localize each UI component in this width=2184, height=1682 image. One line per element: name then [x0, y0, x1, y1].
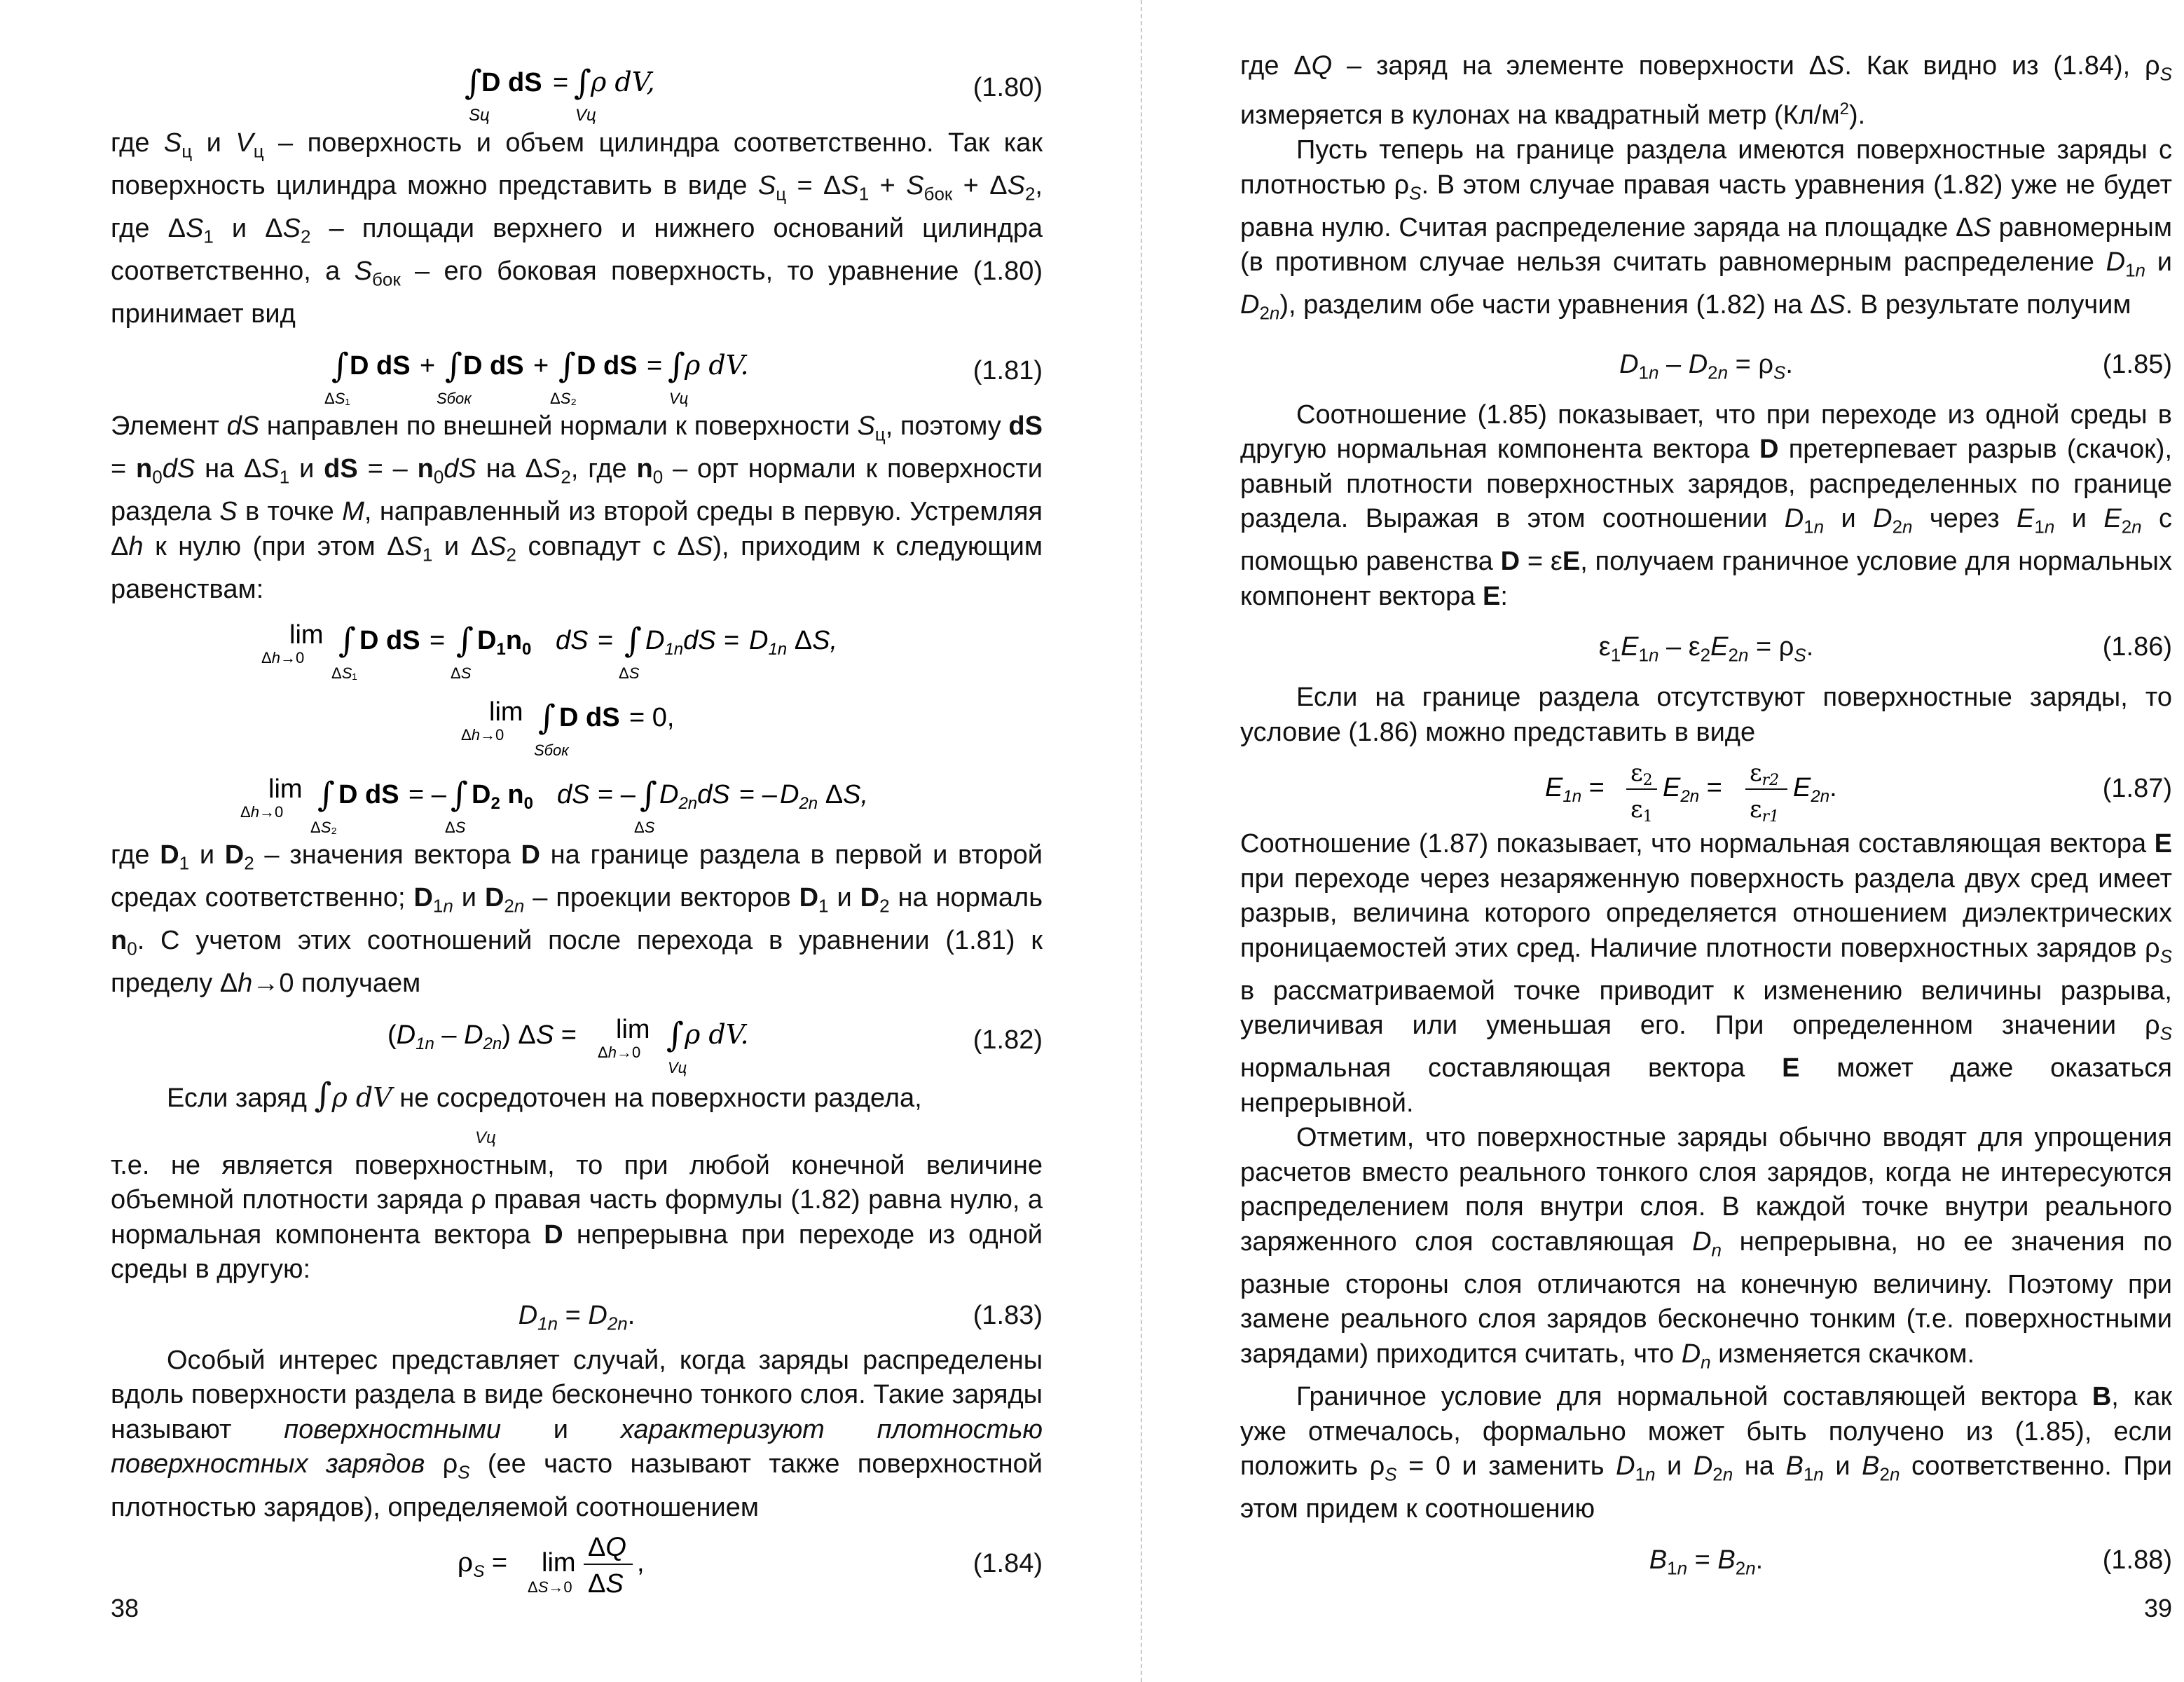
svg-text:=: = — [647, 350, 663, 381]
limit-equation-3-formula — [240, 761, 913, 840]
equation-1-80-number: (1.80) — [973, 73, 1043, 102]
equation-1-80 — [111, 49, 1043, 126]
equation-1-83-formula: $D_{1n} = D_{2n}$. — [518, 1300, 636, 1334]
svg-text:,: , — [637, 1548, 645, 1578]
equation-1-86-number: (1.86) — [2102, 632, 2172, 662]
svg-text:D dS: D dS — [577, 350, 638, 381]
svg-text:∫: ∫ — [538, 698, 556, 738]
svg-text:+: + — [533, 350, 549, 381]
svg-text:=: = — [430, 626, 446, 656]
limit-equation-1 — [111, 607, 1043, 684]
svg-text:∫: ∫ — [558, 346, 577, 385]
right-paragraph-3: Соотношение (1.85) показывает, что при переходе из одной среды в другую нормальная компонента вектора D претерпевает разрыв (скачок), равный плотности поверхностных зарядов, распределенных по границе раздела. Выражая в этом соотношении $D_{1n}$ и $D_{2n}$ через $E_{1n}$ и $E_{2n}$ с помощью равенства D = εE, получаем граничное условие для нормальных компонент вектора E: — [1240, 399, 2173, 611]
svg-text:ε2: ε2 — [1630, 759, 1653, 790]
svg-text:∫: ∫ — [465, 62, 483, 102]
limit-equation-1-formula — [261, 607, 892, 685]
svg-text:ΔS₂: ΔS₂ — [310, 819, 337, 837]
svg-text:∫: ∫ — [331, 346, 350, 385]
svg-text:Sц: Sц — [469, 105, 490, 125]
svg-text:=: = — [724, 626, 740, 656]
inline-subscript-vc: Vц — [475, 1128, 496, 1147]
svg-text:lim: lim — [616, 1014, 650, 1044]
left-paragraph-3: где $D_1$ и $D_2$ – значения вектора D на границе раздела в первой и второй средах соответственно; $D_{1n}$ и $D_{2n}$ – проекции векторов $D_1$ и $D_2$ на нормаль $n_0$. С учетом этих соотношений после перехода в уравнении (1.81) к пределу Δh→0 получаем — [111, 840, 1043, 999]
svg-text:Vц: Vц — [575, 105, 596, 125]
equation-1-86-formula: $\varepsilon_1E_{1n} - \varepsilon_2E_{2n} = \rho_S$. — [1598, 632, 1814, 666]
left-paragraph-5: Особый интерес представляет случай, когда заряды распределены вдоль поверхности раздела в виде бесконечно тонкого слоя. Такие заряды называют поверхностными и характеризуют плотностью поверхностных зарядов $\rho_S$ (ее часто называют также поверхностной плотностью зарядов), определяемой соотношением — [111, 1345, 1043, 1522]
limit-equation-2-formula — [461, 684, 692, 763]
equation-1-87-formula — [1545, 750, 1867, 828]
svg-text:∫: ∫ — [456, 621, 474, 661]
right-page — [1240, 49, 2172, 1594]
right-paragraph-4: Если на границе раздела отсутствуют поверхностные заряды, то условие (1.86) можно представить в виде — [1240, 683, 2172, 747]
svg-text:D dS: D dS — [559, 703, 620, 733]
left-paragraph-1: где $S_ц$ и $V_ц$ – поверхность и объем цилиндра соответственно. Так как поверхность цилиндра можно представить в виде $S_ц = \Delta S_1 + S_{бок} + \Delta S_2$, где $\Delta S_1$ и $\Delta S_2$ – площади верхнего и нижнего оснований цилиндра соответственно, а $S_{бок}$ – его боковая поверхность, то уравнение (1.80) принимает вид — [111, 128, 1043, 329]
svg-text:ΔS→0: ΔS→0 — [528, 1578, 572, 1596]
right-paragraph-1: где ΔQ – заряд на элементе поверхности ΔS. Как видно из (1.84), $\rho_S$ измеряется в кулонах на квадратный метр $(Кл/м^2)$. — [1240, 51, 2172, 130]
svg-text:εr2: εr2 — [1750, 759, 1780, 790]
svg-text:∫: ∫ — [451, 775, 469, 815]
equation-1-88-formula: $B_{1n} = B_{2n}$. — [1649, 1545, 1764, 1579]
svg-text:∫: ∫ — [574, 62, 592, 102]
equation-1-84-formula — [458, 1525, 696, 1604]
svg-text:Δh→0: Δh→0 — [461, 726, 504, 744]
svg-text:(D1n – D2n) ΔS =: $(D_{1n} - D_{2n}) \Delta S$ = — [387, 1020, 577, 1053]
svg-text:ΔS₁: ΔS₁ — [324, 389, 350, 407]
equation-1-86 — [1240, 614, 2172, 681]
svg-text:ε1: ε1 — [1630, 795, 1653, 826]
equation-1-85 — [1240, 331, 2172, 398]
svg-text:∫: ∫ — [624, 621, 643, 661]
svg-text:= –: = – — [408, 780, 446, 810]
svg-text:Vц: Vц — [669, 389, 689, 407]
equation-1-85-formula: $D_{1n} - D_{2n} = \rho_S$. — [1619, 349, 1793, 383]
equation-1-87-number: (1.87) — [2102, 774, 2172, 804]
svg-text:D dS: D dS — [350, 350, 411, 381]
svg-text:lim: lim — [289, 620, 324, 650]
svg-text:dS: dS — [557, 780, 590, 810]
equation-1-88-number: (1.88) — [2102, 1545, 2172, 1575]
svg-text:D dS: D dS — [359, 626, 420, 656]
svg-text:D1n ΔS,: $D_{1n}$ ΔS, — [749, 626, 838, 659]
svg-text:ΔS: ΔS — [451, 664, 472, 683]
svg-text:D2 n0: $D_2$ $n_0$ — [472, 780, 533, 814]
svg-text:ΔS: ΔS — [634, 819, 655, 837]
svg-text:D2ndS: $D_{2n}dS$ — [659, 780, 730, 814]
svg-text:ΔS: ΔS — [588, 1569, 624, 1599]
left-paragraph-4-continued: т.е. не является поверхностным, то при любой конечной величине объемной плотности заряда ρ правая часть формулы (1.82) равна нулю, а нормальная компонента вектора D непрерывна при переходе из одной среды в другую: — [111, 1150, 1043, 1285]
svg-text:E2n =: $E_{2n}$ = — [1663, 773, 1722, 807]
svg-text:ρ dV.: ρ dV. — [685, 349, 749, 381]
svg-text:dS: dS — [556, 626, 589, 656]
svg-text:∫: ∫ — [640, 775, 658, 815]
limit-equation-2 — [111, 684, 1043, 761]
svg-text:lim: lim — [489, 697, 523, 727]
page-number-right: 39 — [2144, 1594, 2173, 1622]
right-paragraph-5: Соотношение (1.87) показывает, что нормальная составляющая вектора E при переходе через незаряженную поверхность раздела двух сред имеет разрыв, величина которого определяется отношением диэлектрических проницаемостей этих сред. Наличие плотности поверхностных зарядов $\rho_S$ в рассматриваемой точке приводит к изменению величины разрыва, увеличивая или уменьшая его. При определенном значении $\rho_S$ нормальная составляющая вектора E может даже оказаться непрерывной. — [1240, 829, 2172, 1118]
left-page — [111, 49, 1043, 1602]
svg-text:= –: = – — [598, 780, 636, 810]
svg-text:ΔQ: ΔQ — [588, 1533, 626, 1562]
svg-text:ΔS₁: ΔS₁ — [331, 664, 357, 683]
equation-1-81-formula — [324, 332, 822, 411]
right-paragraph-2: Пусть теперь на границе раздела имеются поверхностные заряды с плотностью $\rho_S$. В этом случае правая часть уравнения (1.82) уже не будет равна нулю. Считая распределение заряда на площадке ΔS равномерным (в противном случае нельзя считать равномерным распределение $D_{1n}$ и $D_{2n}$), разделим обе части уравнения (1.82) на ΔS. В результате получим — [1240, 135, 2172, 324]
left-paragraph-2: Элемент dS направлен по внешней нормали к поверхности $S_ц$, поэтому dS = $n_0dS$ на $\Delta S_1$ и dS = – $n_0dS$ на $\Delta S_2$, где $n_0$ – орт нормали к поверхности раздела S в точке M, направленный из второй среды в первую. Устремляя Δh к нулю (при этом $\Delta S_1$ и $\Delta S_2$ совпадут с ΔS), приходим к следующим равенствам: — [111, 411, 1043, 604]
limit-equation-3 — [111, 761, 1043, 838]
equation-1-84 — [111, 1525, 1043, 1602]
svg-text:Sбок: Sбок — [437, 389, 472, 407]
svg-text:Δh→0: Δh→0 — [240, 803, 284, 821]
svg-text:E1n =: $E_{1n}$ = — [1545, 773, 1605, 807]
equation-1-81 — [111, 332, 1043, 409]
svg-text:D dS: D dS — [481, 67, 542, 97]
page-number-left: 38 — [111, 1594, 139, 1622]
svg-text:∫: ∫ — [666, 1015, 685, 1055]
svg-text:D dS: D dS — [338, 780, 399, 810]
equation-1-82-formula — [387, 1001, 766, 1080]
right-paragraph-6: Отметим, что поверхностные заряды обычно вводят для упрощения расчетов вместо реального тонкого слоя зарядов, когда не интересуются распределением поля внутри слоя. В каждой точке внутри реального заряженного слоя составляющая $D_n$ непрерывна, но ее значения по разные стороны слоя отличаются на конечную величину. Поэтому при замене реального слоя зарядов бесконечно тонким (т.е. поверхностными зарядами) приходится считать, что $D_n$ изменяется скачком. — [1240, 1123, 2172, 1373]
svg-text:E2n.: $E_{2n}$. — [1793, 773, 1837, 807]
svg-text:D2n ΔS,: $D_{2n}$ ΔS, — [780, 780, 869, 814]
svg-text:ΔS: ΔS — [445, 819, 466, 837]
svg-text:∫: ∫ — [445, 346, 463, 385]
svg-text:lim: lim — [268, 774, 303, 805]
equation-1-81-number: (1.81) — [973, 355, 1043, 385]
svg-text:lim: lim — [542, 1548, 576, 1578]
right-paragraph-7: Граничное условие для нормальной составляющей вектора B, как уже отмечалось, формально может быть получено из (1.85), если положить $\rho_S = 0$ и заменить $D_{1n}$ и $D_{2n}$ на $B_{1n}$ и $B_{2n}$ соответственно. При этом придем к соотношению — [1240, 1382, 2173, 1524]
svg-text:Sбок: Sбок — [534, 741, 569, 760]
svg-text:ΔS₂: ΔS₂ — [550, 389, 577, 407]
svg-text:∫: ∫ — [668, 346, 686, 385]
equation-1-82-number: (1.82) — [973, 1025, 1043, 1055]
svg-text:Vц: Vц — [668, 1058, 687, 1076]
equation-1-85-number: (1.85) — [2102, 349, 2172, 379]
svg-text:+: + — [420, 350, 436, 381]
svg-text:D dS: D dS — [463, 350, 524, 381]
svg-text:= –: = – — [739, 780, 777, 810]
svg-text:Δh→0: Δh→0 — [598, 1043, 641, 1061]
svg-text:D1n0: $D_1n_0$ — [477, 626, 532, 659]
svg-text:ρ dV,: ρ dV, — [591, 66, 655, 97]
svg-text:εr1: εr1 — [1750, 795, 1780, 826]
book-gutter — [1141, 0, 1149, 1682]
svg-text:ΔS: ΔS — [619, 664, 640, 683]
equation-1-87 — [1240, 750, 2172, 827]
left-paragraph-4: Если заряд ∫ρ dV не сосредоточен на поверхности раздела, Vц — [111, 1079, 1043, 1149]
svg-text:=: = — [598, 626, 614, 656]
svg-text:ρ dV.: ρ dV. — [685, 1018, 749, 1050]
equation-1-80-formula — [465, 49, 689, 128]
svg-text:Δh→0: Δh→0 — [261, 649, 305, 667]
svg-text:= 0,: = 0, — [629, 703, 675, 733]
svg-text:D1ndS: $D_{1n}dS$ — [645, 626, 716, 659]
equation-1-83 — [111, 1287, 1043, 1343]
svg-text:ρS =: $\rho_S$ = — [458, 1547, 508, 1581]
equation-1-82 — [111, 1001, 1043, 1079]
equation-1-88 — [1240, 1527, 2172, 1594]
svg-text:∫: ∫ — [338, 621, 357, 661]
equation-1-83-number: (1.83) — [973, 1300, 1043, 1330]
equation-1-84-number: (1.84) — [973, 1549, 1043, 1579]
svg-text:=: = — [553, 67, 569, 97]
svg-text:∫: ∫ — [317, 775, 336, 815]
